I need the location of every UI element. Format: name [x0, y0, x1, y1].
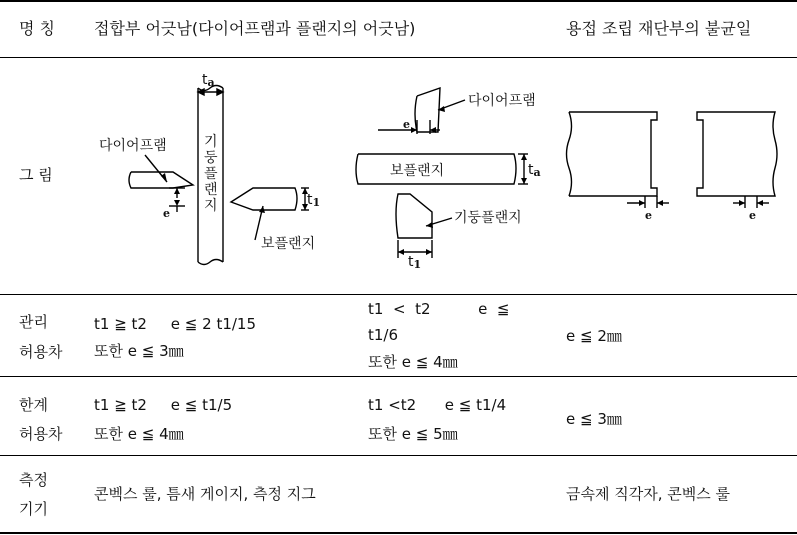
figure-row-rule: [0, 294, 797, 295]
mgmt-row-rule: [0, 376, 797, 377]
figure-row-label: 그 림: [19, 166, 53, 184]
header-rule: [0, 57, 797, 58]
ta-dimension-2: [518, 154, 528, 184]
diaphragm-label-2: 다이어프램: [468, 93, 536, 109]
limit-row-rule: [0, 455, 797, 456]
ta-label: ta: [202, 72, 215, 89]
mgmt-col2-line2: 또한 e ≦ 3㎜: [94, 342, 184, 360]
ta-label-2: ta: [528, 162, 541, 179]
t1-label-1: t1: [307, 192, 321, 209]
limit-label-line1: 한계: [19, 396, 48, 414]
column-flange-char-5: 지: [204, 198, 218, 214]
header-weld-assembly: 용접 조립 재단부의 불균일: [566, 19, 752, 38]
column-flange-char-3: 플: [204, 166, 218, 182]
column-flange-char-1: 기: [204, 134, 218, 150]
limit-col4: e ≦ 3㎜: [566, 410, 622, 428]
diaphragm-plate-2: [415, 88, 440, 132]
figure-3-diagram: [565, 100, 790, 250]
limit-col2-line2: 또한 e ≦ 4㎜: [94, 425, 184, 443]
limit-col3-line2: 또한 e ≦ 5㎜: [368, 425, 458, 443]
header-joint-misalignment: 접합부 어긋남(다이어프램과 플랜지의 어긋남): [94, 19, 416, 38]
column-flange-char-2: 둥: [204, 150, 218, 166]
limit-col3-line1: t1 <t2 e ≦ t1/4: [368, 396, 507, 414]
e-dimension-1: [169, 188, 185, 212]
mgmt-col3-line1: t1 < t2 e ≦: [368, 300, 510, 318]
tool-label-line2: 기기: [19, 500, 48, 518]
t1-dimension-2: [398, 240, 432, 258]
limit-col2-line1: t1 ≧ t2 e ≦ t1/5: [94, 396, 233, 414]
bottom-rule: [0, 532, 797, 534]
mgmt-col3-line2: t1/6: [368, 326, 399, 344]
e-label-3b: e: [749, 209, 756, 222]
beam-flange-label-1: 보플랜지: [261, 236, 316, 252]
figure-2-diagram: [350, 70, 560, 270]
diaphragm-label: 다이어프램: [99, 138, 167, 154]
e-label-2: e: [403, 118, 410, 131]
mgmt-col4: e ≦ 2㎜: [566, 327, 622, 345]
e-label-1: e: [163, 207, 170, 220]
mgmt-label-line2: 허용차: [19, 343, 63, 361]
section-left: [567, 112, 670, 208]
header-name: 명 칭: [19, 19, 55, 38]
mgmt-label-line1: 관리: [19, 313, 48, 331]
tool-label-line1: 측정: [19, 471, 48, 489]
column-flange-label-2: 기둥플랜지: [454, 210, 522, 226]
limit-label-line2: 허용차: [19, 425, 63, 443]
t1-label-2: t1: [408, 254, 422, 270]
section-right: [697, 112, 777, 208]
ta-dimension: [198, 89, 223, 95]
tool-col2: 콘벡스 룰, 틈새 게이지, 측정 지그: [94, 485, 316, 503]
column-flange-char-4: 랜: [204, 182, 218, 198]
figure-1-diagram: [95, 70, 345, 270]
mgmt-col2-line1: t1 ≧ t2 e ≦ 2 t1/15: [94, 315, 257, 333]
tool-col4: 금속제 직각자, 콘벡스 룰: [566, 485, 730, 503]
beam-flange-label-2: 보플랜지: [390, 163, 445, 179]
top-rule: [0, 0, 797, 2]
column-flange-plate-2: [396, 194, 432, 238]
e-label-3a: e: [645, 209, 652, 222]
mgmt-col3-line3: 또한 e ≦ 4㎜: [368, 353, 458, 371]
beam-flange-plate: [231, 188, 297, 210]
